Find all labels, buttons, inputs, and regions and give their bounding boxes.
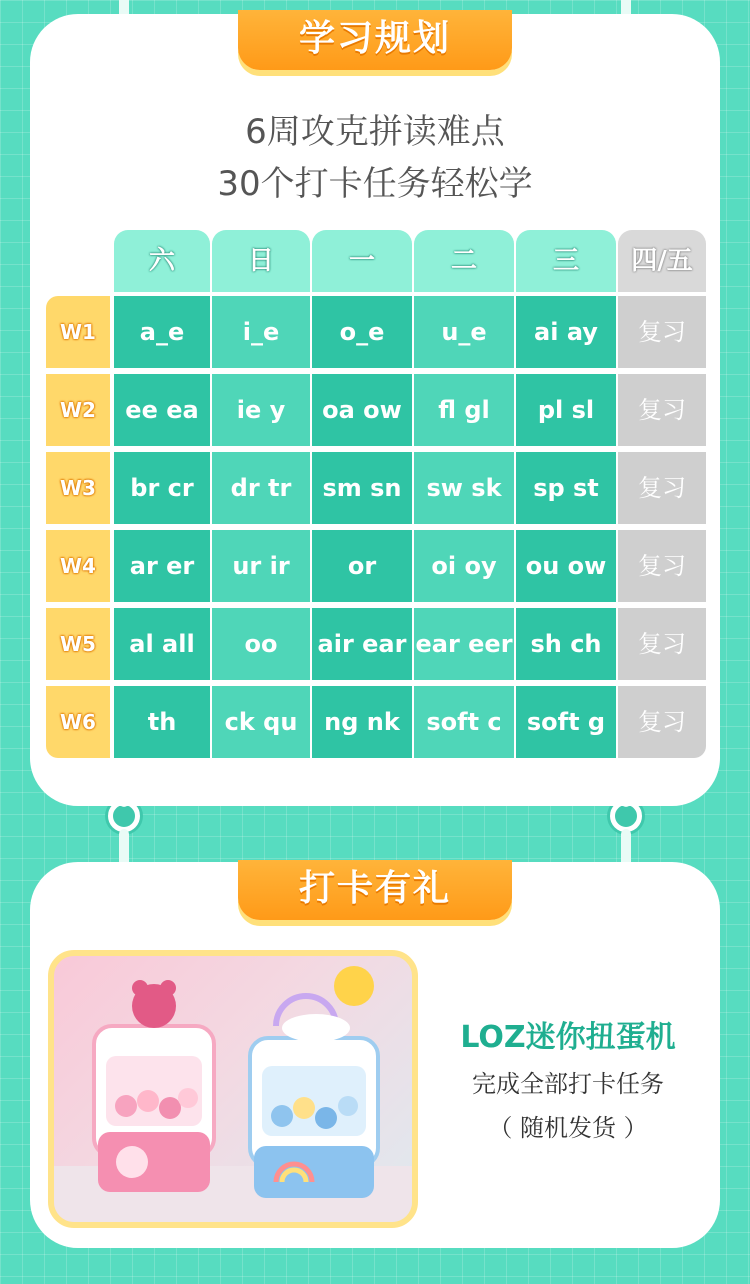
week-label: W4 [46,530,110,602]
reward-ribbon: 打卡有礼 [238,860,512,920]
schedule-cell: ur ir [212,530,310,602]
schedule-cell: u_e [414,296,514,368]
day-header-wed: 三 [516,230,616,292]
schedule-cell: ck qu [212,686,310,758]
schedule-cell: sp st [516,452,616,524]
schedule-cell: ng nk [312,686,412,758]
week-label: W5 [46,608,110,680]
prize-shipping-note: （ 随机发货 ） [488,1114,648,1142]
review-cell: 复习 [618,686,706,758]
schedule-cell: oo [212,608,310,680]
schedule-cell: ear eer [414,608,514,680]
schedule-cell: or [312,530,412,602]
schedule-cell: oa ow [312,374,412,446]
schedule-cell: ai ay [516,296,616,368]
schedule-cell: ou ow [516,530,616,602]
schedule-cell: ar er [114,530,210,602]
schedule-cell: br cr [114,452,210,524]
week-label: W3 [46,452,110,524]
week-label: W1 [46,296,110,368]
day-header-thu-fri: 四/五 [618,230,706,292]
schedule-cell: o_e [312,296,412,368]
schedule-cell: a_e [114,296,210,368]
schedule-cell: pl sl [516,374,616,446]
schedule-cell: soft c [414,686,514,758]
review-cell: 复习 [618,608,706,680]
prize-condition: 完成全部打卡任务 [472,1070,664,1098]
schedule-cell: dr tr [212,452,310,524]
schedule-cell: i_e [212,296,310,368]
schedule-cell: fl gl [414,374,514,446]
day-header-sat: 六 [114,230,210,292]
gashapon-machine-image [48,950,418,1228]
subtitle-tasks: 30个打卡任务轻松学 [217,164,533,204]
day-header-mon: 一 [312,230,412,292]
review-cell: 复习 [618,296,706,368]
week-label: W6 [46,686,110,758]
schedule-cell: sm sn [312,452,412,524]
review-cell: 复习 [618,452,706,524]
schedule-cell: th [114,686,210,758]
day-header-sun: 日 [212,230,310,292]
schedule-cell: ie y [212,374,310,446]
schedule-cell: sw sk [414,452,514,524]
schedule-cell: ee ea [114,374,210,446]
review-cell: 复习 [618,374,706,446]
week-label: W2 [46,374,110,446]
schedule-cell: soft g [516,686,616,758]
gashapon-illustration-icon [54,956,412,1222]
schedule-cell: oi oy [414,530,514,602]
subtitle-weeks: 6周攻克拼读难点 [245,112,505,152]
schedule-cell: sh ch [516,608,616,680]
study-plan-ribbon: 学习规划 [238,10,512,70]
schedule-cell: al all [114,608,210,680]
review-cell: 复习 [618,530,706,602]
prize-title: LOZ迷你扭蛋机 [460,1020,676,1055]
day-header-tue: 二 [414,230,514,292]
schedule-cell: air ear [312,608,412,680]
